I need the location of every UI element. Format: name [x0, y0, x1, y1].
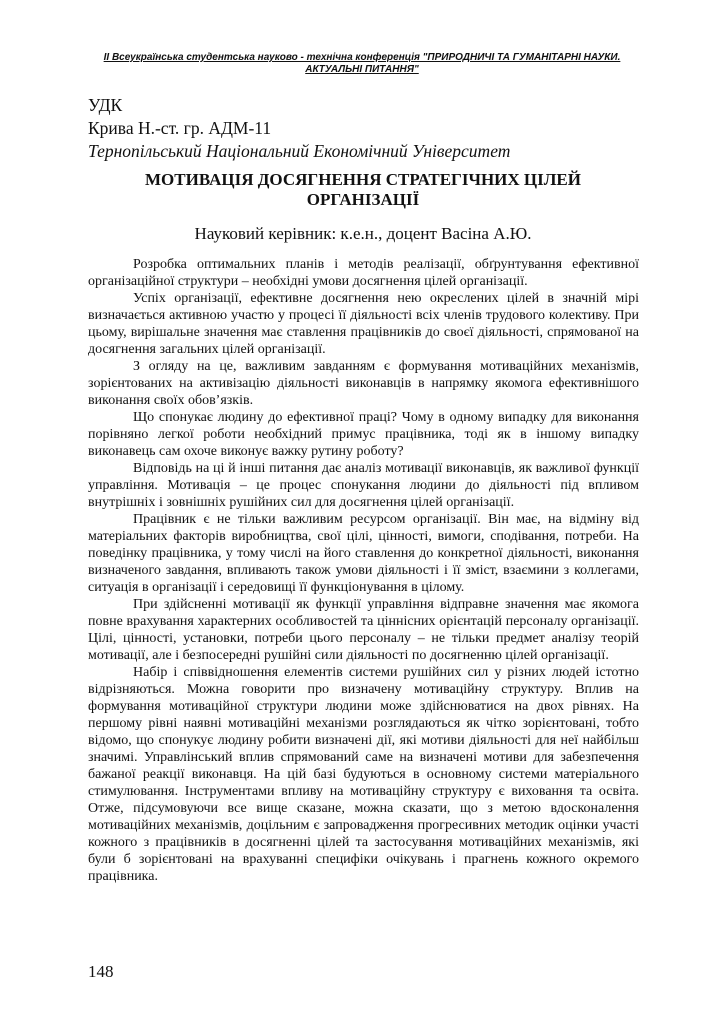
body-paragraph: Працівник є не тільки важливим ресурсом організації. Він має, на відміну від матеріальних факторів виробництва, свої цілі, цінності, вимоги, сподівання, потреби. На поведінку працівника, у тому числі на його ставлення до конкретної діяльності, виконання визначеного завдання, впливають також умови діяльності і її зміст, взаємини з коллегами, ситуація в організації і середовищі її функціонування в цілому. [88, 512, 639, 595]
body-paragraph: При здійсненні мотивації як функції управління відправне значення має якомога повне врахування характерних особливостей та ціннісних орієнтацій персоналу організації. Цілі, цінності, установки, потреби цього персоналу – не тільки предмет аналізу теорій мотивації, але і безпосередні рушійні сили діяльності по досягненню цілей організації. [88, 597, 639, 663]
conference-header: ІІ Всеукраїнська студентська науково - технічна конференція "ПРИРОДНИЧІ ТА ГУМАНІТАРНІ НАУКИ. АКТУАЛЬНІ ПИТАННЯ" [103, 52, 621, 75]
university-line: Тернопільський Національний Економічний Університет [88, 141, 511, 161]
article-body [88, 256, 639, 885]
body-paragraph: Розробка оптимальних планів і методів реалізації, обґрунтування ефективної організаційної структури – необхідні умови досягнення цілей організації. [88, 257, 639, 289]
body-paragraph: З огляду на це, важливим завданням є формування мотиваційних механізмів, зорієнтованих на активізацію діяльності виконавців в напрямку якомога ефективнішого виконання своїх обов’язків. [88, 359, 639, 408]
body-paragraph: Набір і співвідношення елементів системи рушійних сил у різних людей істотно відрізняються. Можна говорити про визначену мотиваційну структуру. Вплив на формування мотиваційної структури людини може здійснюватися на двох рівнях. На першому рівні наявні мотиваційні механізми розглядаються як чітко зорієнтовані, тобто відомо, що спонукує людину робити визначені дії, які мотиви діяльності для неї найбільш значимі. Управлінський вплив спрямований саме на визначені мотиви для забезпечення бажаної реакції виконавця. На цій базі будуються в основному системи матеріального стимулювання. Інструментами впливу на мотиваційну структуру є виховання та освіта. Отже, підсумовуючи все вище сказане, можна сказати, що з метою вдосконалення мотиваційних механізмів, доцільним є запровадження прогресивних методик оцінки участі кожного з працівників в досягненні цілей та застосування мотиваційних механізмів, які були б зорієнтовані на врахуванні специфіки очікувань і прагнень кожного окремого працівника. [88, 665, 639, 884]
page-number: 148 [88, 962, 114, 981]
author-line: Крива Н.-ст. гр. АДМ-11 [88, 118, 272, 138]
body-paragraph: Відповідь на ці й інші питання дає аналіз мотивації виконавців, як важливої функції управління. Мотивація – це процес спонукання людини до діяльності під впливом внутрішніх і зовнішніх рушійних сил для досягнення цілей організації. [88, 461, 639, 510]
supervisor-line: Науковий керівник: к.е.н., доцент Васіна А.Ю. [194, 224, 532, 243]
body-paragraph: Що спонукає людину до ефективної праці? Чому в одному випадку для виконання порівняно легкої роботи необхідний примус працівника, тоді як в іншому випадку виконавець сам охоче виконує важку рутину роботу? [88, 410, 639, 459]
article-title: МОТИВАЦІЯ ДОСЯГНЕННЯ СТРАТЕГІЧНИХ ЦІЛЕЙ ОРГАНІЗАЦІЇ [144, 170, 581, 209]
udk-label: УДК [88, 95, 123, 115]
body-paragraph: Успіх організації, ефективне досягнення нею окреслених цілей в значній мірі визначається активною участю у процесі її діяльності всіх членів трудового колективу. При цьому, вирішальне значення має ставлення працівників до своєї діяльності, спрямованої на досягнення загальних цілей організації. [88, 291, 639, 357]
article-meta [88, 94, 510, 163]
